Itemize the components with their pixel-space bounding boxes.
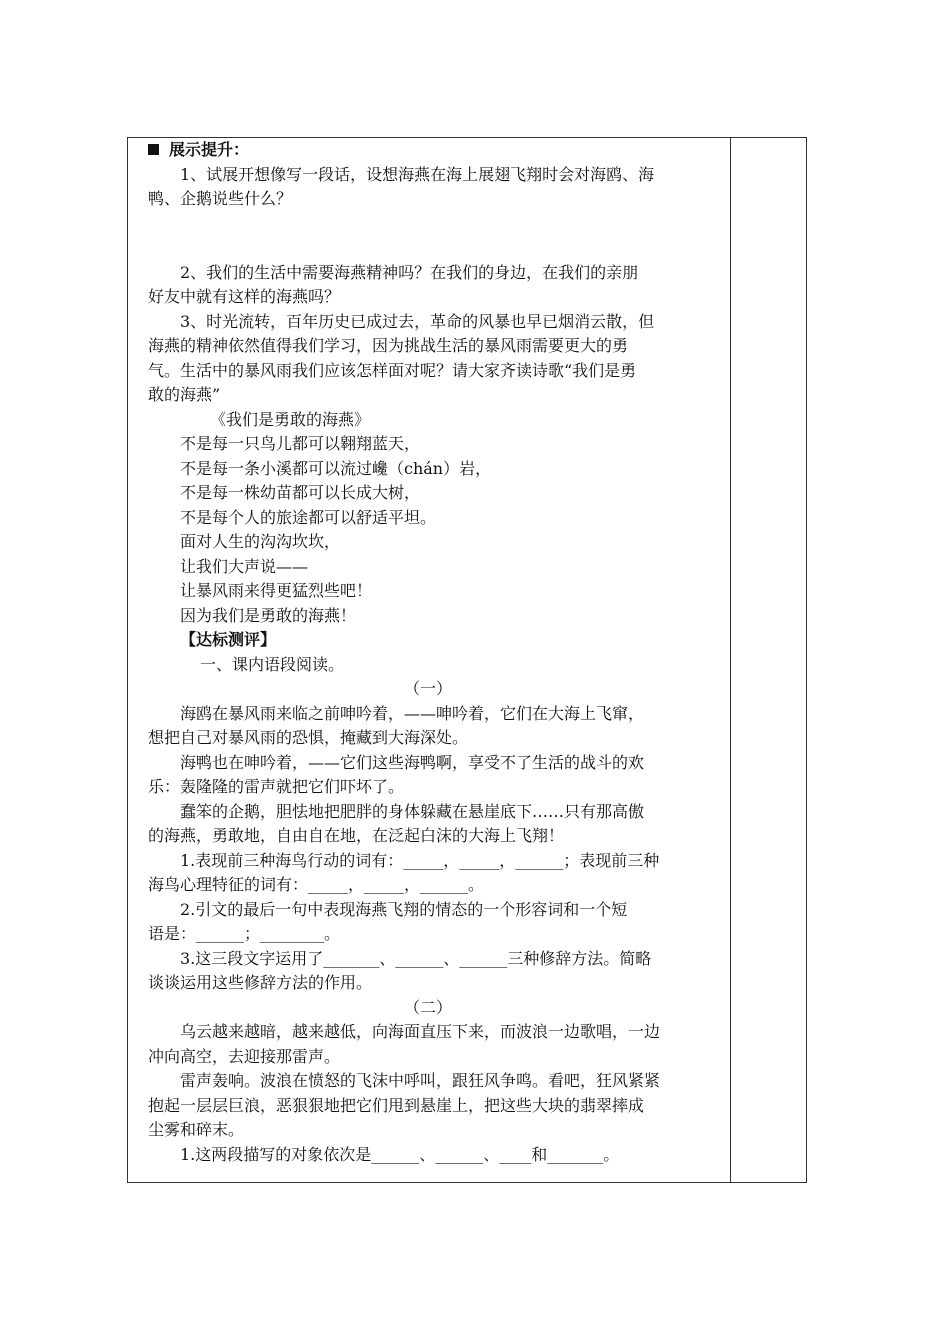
section-heading: 展示提升：: [148, 138, 726, 163]
part-2-label: （二）: [403, 997, 452, 1017]
part-1-q3-l2: 谈谈运用这些修辞方法的作用。: [148, 973, 373, 992]
test-heading: 【达标测评】: [180, 630, 277, 649]
question-2-line-1: 2、我们的生活中需要海燕精神吗？在我们的身边，在我们的亲朋: [180, 262, 639, 282]
passage-2-p2-l2: 抱起一层层巨浪，恶狠狠地把它们甩到悬崖上，把这些大块的翡翠摔成: [148, 1095, 645, 1115]
passage-2-p1-l2: 冲向高空，去迎接那雷声。: [148, 1046, 341, 1066]
worksheet-table: [127, 137, 807, 1183]
passage-2-p2-l1: 雷声轰响。波浪在愤怒的飞沫中呼叫，跟狂风争鸣。看吧，狂风紧紧: [180, 1071, 661, 1090]
passage-1-p1-l1: 海鸥在暴风雨来临之前呻吟着，——呻吟着，它们在大海上飞窜，: [180, 703, 645, 723]
part-1-label: （一）: [403, 679, 452, 698]
part-1-q2-l1: 2.引文的最后一句中表现海燕飞翔的情态的一个形容词和一个短: [180, 899, 628, 919]
question-3-line-2: 海燕的精神依然值得我们学习，因为挑战生活的暴风雨需要更大的勇: [148, 336, 629, 355]
column-divider: [730, 138, 731, 1182]
poem-line: 不是每一只鸟儿都可以翱翔蓝天，: [180, 434, 421, 453]
poem-line: 让我们大声说——: [180, 556, 309, 576]
question-3-line-3: 气。生活中的暴风雨我们应该怎样面对呢？请大家齐读诗歌“我们是勇: [148, 360, 637, 380]
question-3-line-1: 3、时光流转，百年历史已成过去，革命的风暴也早已烟消云散，但: [180, 311, 655, 331]
poem-line: 因为我们是勇敢的海燕！: [180, 605, 357, 625]
passage-2-p2-l3: 尘雾和碎末。: [148, 1120, 245, 1139]
passage-1-p3-l2: 的海燕，勇敢地，自由自在地，在泛起白沫的大海上飞翔！: [148, 826, 565, 845]
question-3-line-4: 敢的海燕”: [148, 385, 221, 404]
passage-1-p2-l1: 海鸭也在呻吟着，——它们这些海鸭啊，享受不了生活的战斗的欢: [180, 752, 645, 772]
test-subheading: 一、课内语段阅读。: [200, 654, 345, 674]
passage-1-p3-l1: 蠢笨的企鹅，胆怯地把肥胖的身体躲藏在悬崖底下……只有那高傲: [180, 801, 645, 821]
poem-title: 《我们是勇敢的海燕》: [210, 409, 371, 429]
part-1-q2-l2: 语是：______；________。: [148, 924, 341, 943]
part-1-q3-l1: 3.这三段文字运用了_______、______、______三种修辞方法。简略: [180, 948, 652, 968]
passage-1-p1-l2: 想把自己对暴风雨的恐惧，掩藏到大海深处。: [148, 728, 469, 747]
main-cell: [148, 138, 726, 1167]
passage-2-p1-l1: 乌云越来越暗，越来越低，向海面直压下来，而波浪一边歌唱，一边: [180, 1022, 661, 1041]
poem-line: 不是每一株幼苗都可以长成大树，: [180, 483, 421, 502]
part-2-q1: 1.这两段描写的对象依次是______、______、____和_______。: [180, 1144, 620, 1164]
question-1-line-2: 鸭、企鹅说些什么？: [148, 189, 293, 208]
poem-line: 不是每一条小溪都可以流过巉（chán）岩，: [180, 458, 492, 478]
square-bullet-icon: [148, 144, 159, 155]
poem-line: 面对人生的沟沟坎坎，: [180, 532, 341, 551]
question-2-line-2: 好友中就有这样的海燕吗？: [148, 287, 341, 306]
poem-line: 让暴风雨来得更猛烈些吧！: [180, 581, 373, 600]
answer-space: [148, 212, 726, 261]
part-1-q1-l2: 海鸟心理特征的词有：_____，_____，______。: [148, 875, 485, 894]
part-1-q1-l1: 1.表现前三种海鸟行动的词有：_____，_____，______；表现前三种: [180, 850, 660, 870]
passage-1-p2-l2: 乐：轰隆隆的雷声就把它们吓坏了。: [148, 777, 405, 796]
question-1-line-1: 1、试展开想像写一段话，设想海燕在海上展翅飞翔时会对海鸥、海: [180, 164, 655, 184]
poem-line: 不是每个人的旅途都可以舒适平坦。: [180, 507, 437, 527]
